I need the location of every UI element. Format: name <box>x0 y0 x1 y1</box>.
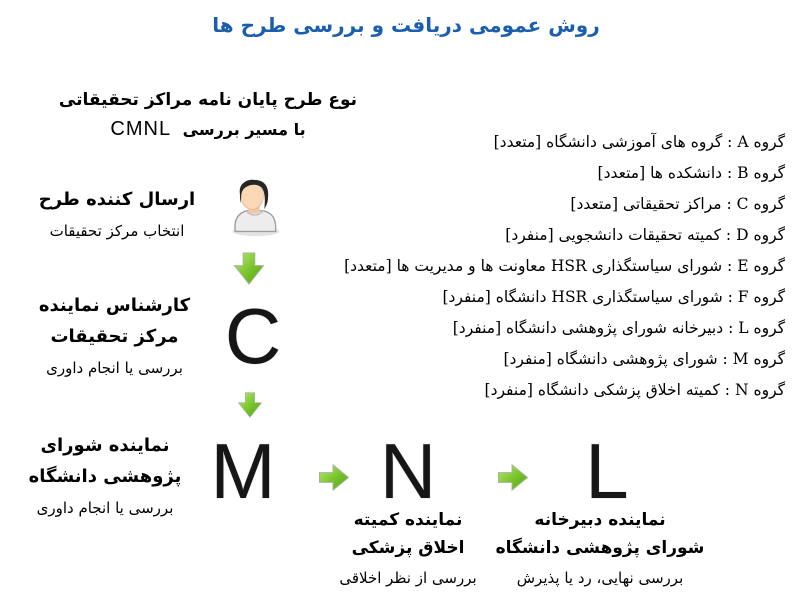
label-ethics-title1: نماینده کمیته <box>353 510 463 530</box>
group-list-item: گروه L : دبیرخانه شورای پژوهشی دانشگاه [منفرد] <box>452 319 785 337</box>
step-sender <box>27 184 207 244</box>
letter-m: M <box>210 427 276 515</box>
person-icon <box>224 177 284 243</box>
subtitle-line2 <box>58 114 358 145</box>
step-center-expert-desc: بررسی یا انجام داوری <box>46 359 183 377</box>
group-list <box>344 127 785 406</box>
label-ethics-desc: بررسی از نظر اخلاقی <box>339 569 477 587</box>
label-secretariat-desc: بررسی نهایی، رد یا پذیرش <box>516 569 684 587</box>
group-list-item: گروه D : کمیته تحقیقات دانشجویی [منفرد] <box>505 226 785 244</box>
label-ethics-title2: اخلاق پزشکی <box>351 538 465 558</box>
arrow-right-icon <box>317 463 351 496</box>
step-council-rep <box>10 430 200 521</box>
step-council-rep-title2: پژوهشی دانشگاه <box>28 466 182 487</box>
label-secretariat <box>495 506 705 590</box>
group-list-item: گروه M : شورای پژوهشی دانشگاه [منفرد] <box>503 350 785 368</box>
label-ethics-committee <box>313 506 503 590</box>
group-list-item: گروه A : گروه های آموزشی دانشگاه [متعدد] <box>493 133 785 151</box>
letter-n: N <box>379 427 437 515</box>
group-list-item: گروه B : دانشکده ها [متعدد] <box>597 164 785 182</box>
step-sender-desc: انتخاب مرکز تحقیقات <box>49 222 185 240</box>
page-title: روش عمومی دریافت و بررسی طرح ها <box>212 13 600 37</box>
step-council-rep-title1: نماینده شورای <box>40 435 170 456</box>
letter-l: L <box>585 427 629 515</box>
group-list-item: گروه N : کمیته اخلاق پزشکی دانشگاه [منفرد] <box>484 381 785 399</box>
letter-c: C <box>224 292 282 380</box>
label-secretariat-title2: شورای پژوهشی دانشگاه <box>495 538 705 558</box>
path-code: CMNL <box>110 118 172 140</box>
subtitle-line2-text: با مسیر بررسی <box>182 120 306 139</box>
step-sender-title: ارسال کننده طرح <box>38 189 196 210</box>
step-center-expert-title1: کارشناس نماینده <box>38 295 191 316</box>
subtitle-line1: نوع طرح پایان نامه مراکز تحقیقاتی <box>58 90 358 110</box>
step-council-rep-desc: بررسی یا انجام داوری <box>36 499 174 517</box>
arrow-down-icon <box>232 251 266 290</box>
group-list-item: گروه C : مراکز تحقیقاتی [متعدد] <box>570 195 785 213</box>
arrow-right-icon <box>496 463 530 496</box>
subtitle-block <box>58 86 358 145</box>
arrow-down-icon <box>237 391 263 423</box>
label-secretariat-title1: نماینده دبیرخانه <box>534 510 666 530</box>
step-center-expert-title2: مرکز تحقیقات <box>50 326 179 347</box>
step-center-expert <box>22 290 207 381</box>
group-list-item: گروه E : شورای سیاستگذاری HSR معاونت ها و مدیریت ها [متعدد] <box>344 257 785 275</box>
group-list-item: گروه F : شورای سیاستگذاری HSR دانشگاه [منفرد] <box>442 288 785 306</box>
